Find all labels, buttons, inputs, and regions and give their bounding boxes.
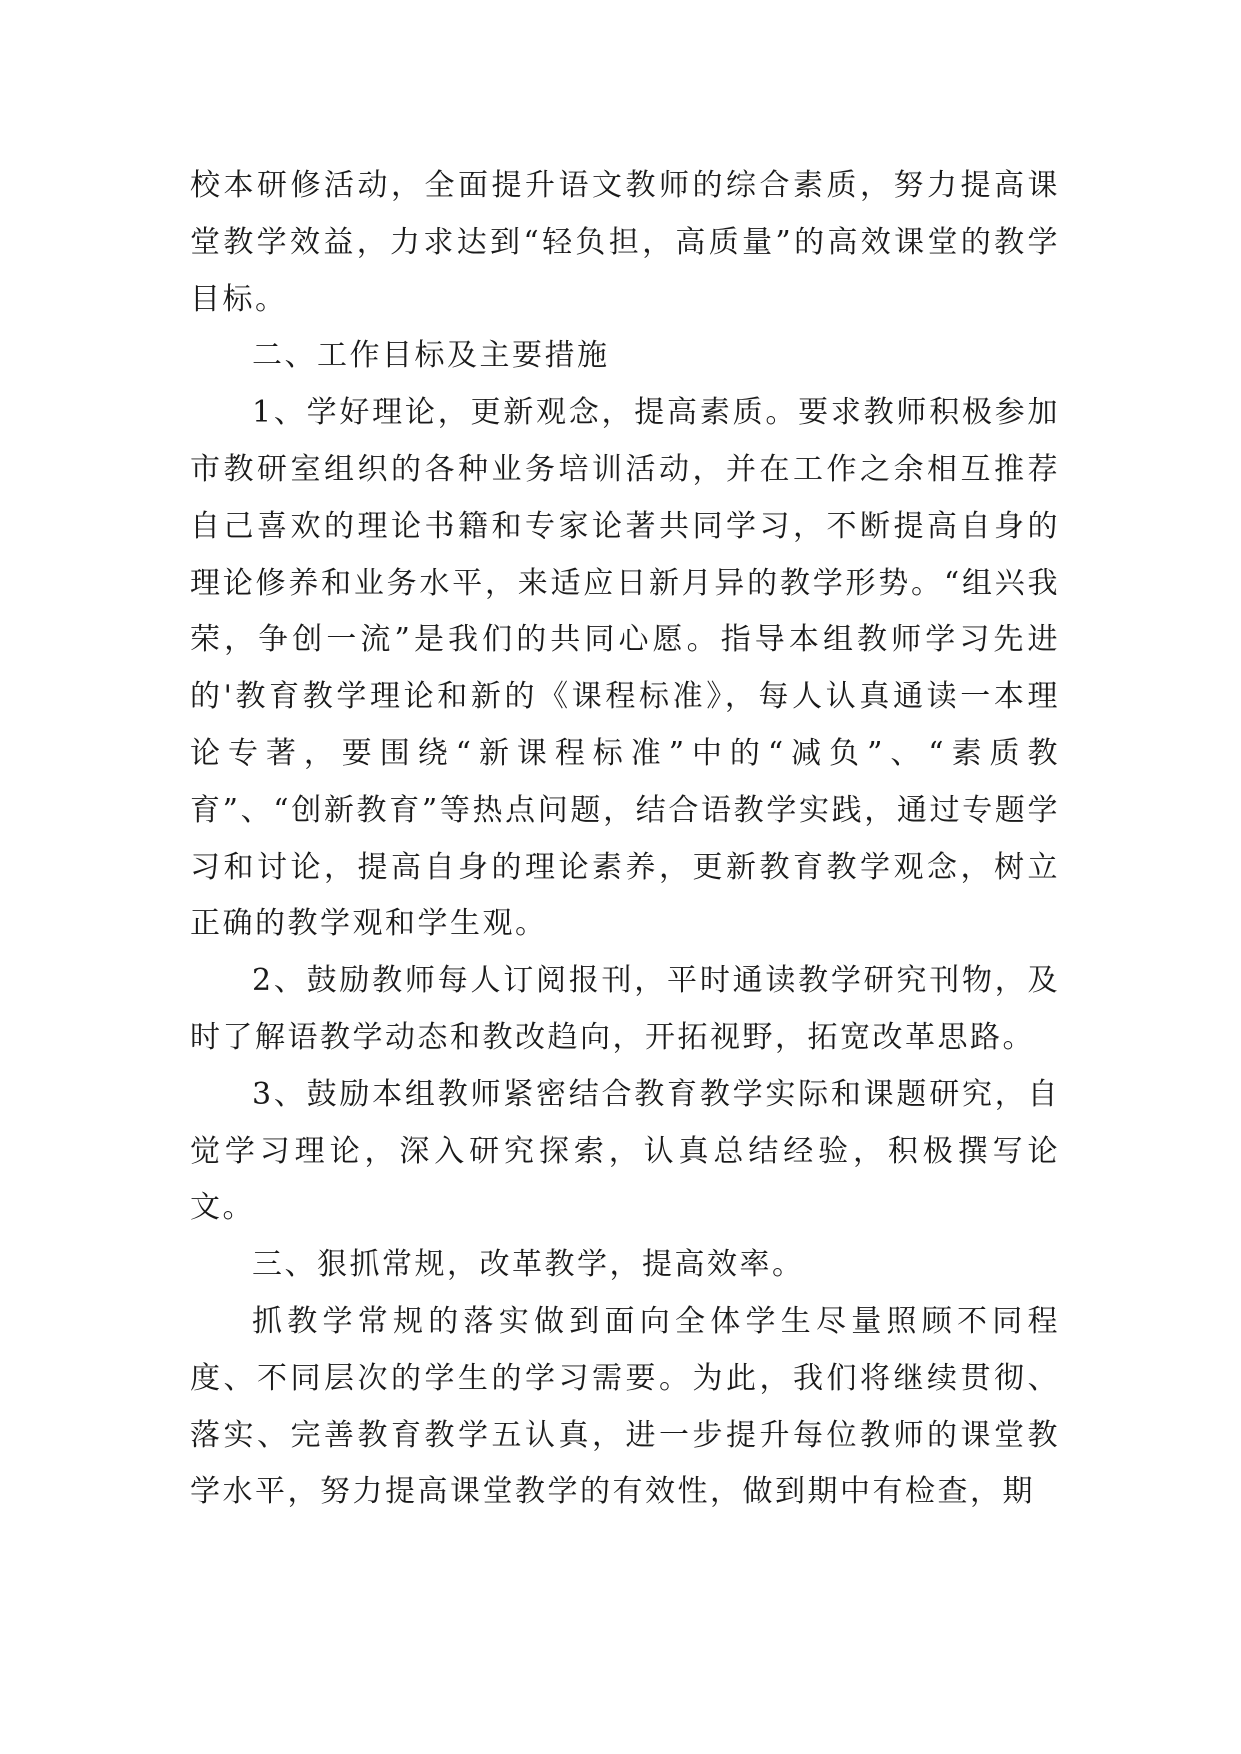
paragraph-item-1: 1、学好理论，更新观念，提高素质。要求教师积极参加市教研室组织的各种业务培训活动，并在工作之余相互推荐自己喜欢的理论书籍和专家论著共同学习，不断提高自身的理论修养和业务水平，来适应日新月异的教学形势。“组兴我荣，争创一流”是我们的共同心愿。指导本组教师学习先进的'教育教学理论和新的《课程标准》，每人认真通读一本理论专著，要围绕“新课程标准”中的“减负”、“素质教育”、“创新教育”等热点问题，结合语教学实践，通过专题学习和讨论，提高自身的理论素养，更新教育教学观念，树立正确的教学观和学生观。: [190, 395, 1060, 942]
paragraph-continuation: 校本研修活动，全面提升语文教师的综合素质，努力提高课堂教学效益，力求达到“轻负担，高质量”的高效课堂的教学目标。: [190, 168, 1060, 317]
document-body: [190, 158, 1060, 1521]
paragraph-item-3: 3、鼓励本组教师紧密结合教育教学实际和课题研究，自觉学习理论，深入研究探索，认真总结经验，积极撰写论文。: [190, 1076, 1060, 1226]
paragraph-routine: 抓教学常规的落实做到面向全体学生尽量照顾不同程度、不同层次的学生的学习需要。为此，我们将继续贯彻、落实、完善教育教学五认真，进一步提升每位教师的课堂教学水平，努力提高课堂教学的有效性，做到期中有检查，期: [190, 1303, 1060, 1510]
section-heading-2: 二、工作目标及主要措施: [252, 338, 610, 374]
paragraph-item-2: 2、鼓励教师每人订阅报刊，平时通读教学研究刊物，及时了解语教学动态和教改趋向，开拓视野，拓宽改革思路。: [190, 963, 1060, 1055]
section-heading-3: 三、狠抓常规，改革教学，提高效率。: [252, 1247, 805, 1283]
